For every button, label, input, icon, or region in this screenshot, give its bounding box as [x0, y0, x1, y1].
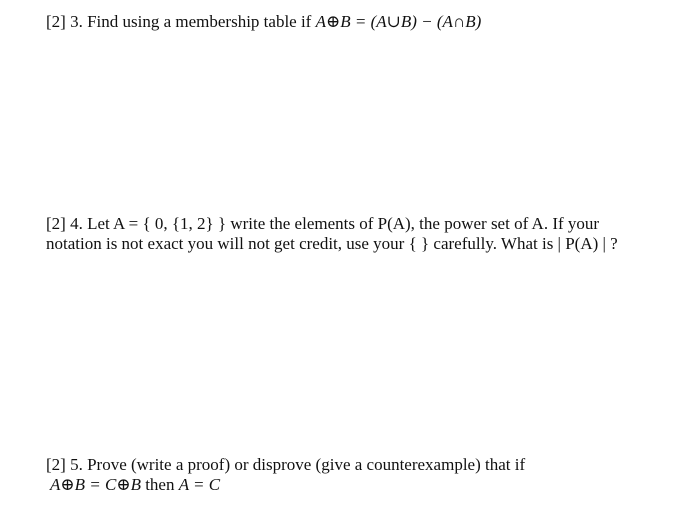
question-3-formula: A⊕B = (A∪B) − (A∩B) [315, 12, 482, 31]
question-4 [46, 214, 666, 254]
question-5-line-2 [46, 475, 666, 495]
question-5 [46, 455, 666, 495]
question-3 [46, 12, 666, 32]
question-5-formula-left: A⊕B = C⊕B [50, 475, 141, 494]
question-5-formula-right: A = C [178, 475, 221, 494]
question-5-then: then [140, 475, 179, 494]
question-4-line-2: notation is not exact you will not get credit, use your { } carefully. What is | P(A) | ? [46, 234, 618, 253]
question-3-line [46, 12, 666, 32]
question-5-line-1: [2] 5. Prove (write a proof) or disprove (give a counterexample) that if [46, 455, 526, 474]
question-3-text: [2] 3. Find using a membership table if [46, 12, 316, 31]
question-4-line-1: [2] 4. Let A = { 0, {1, 2} } write the elements of P(A), the power set of A. If your [46, 214, 600, 233]
